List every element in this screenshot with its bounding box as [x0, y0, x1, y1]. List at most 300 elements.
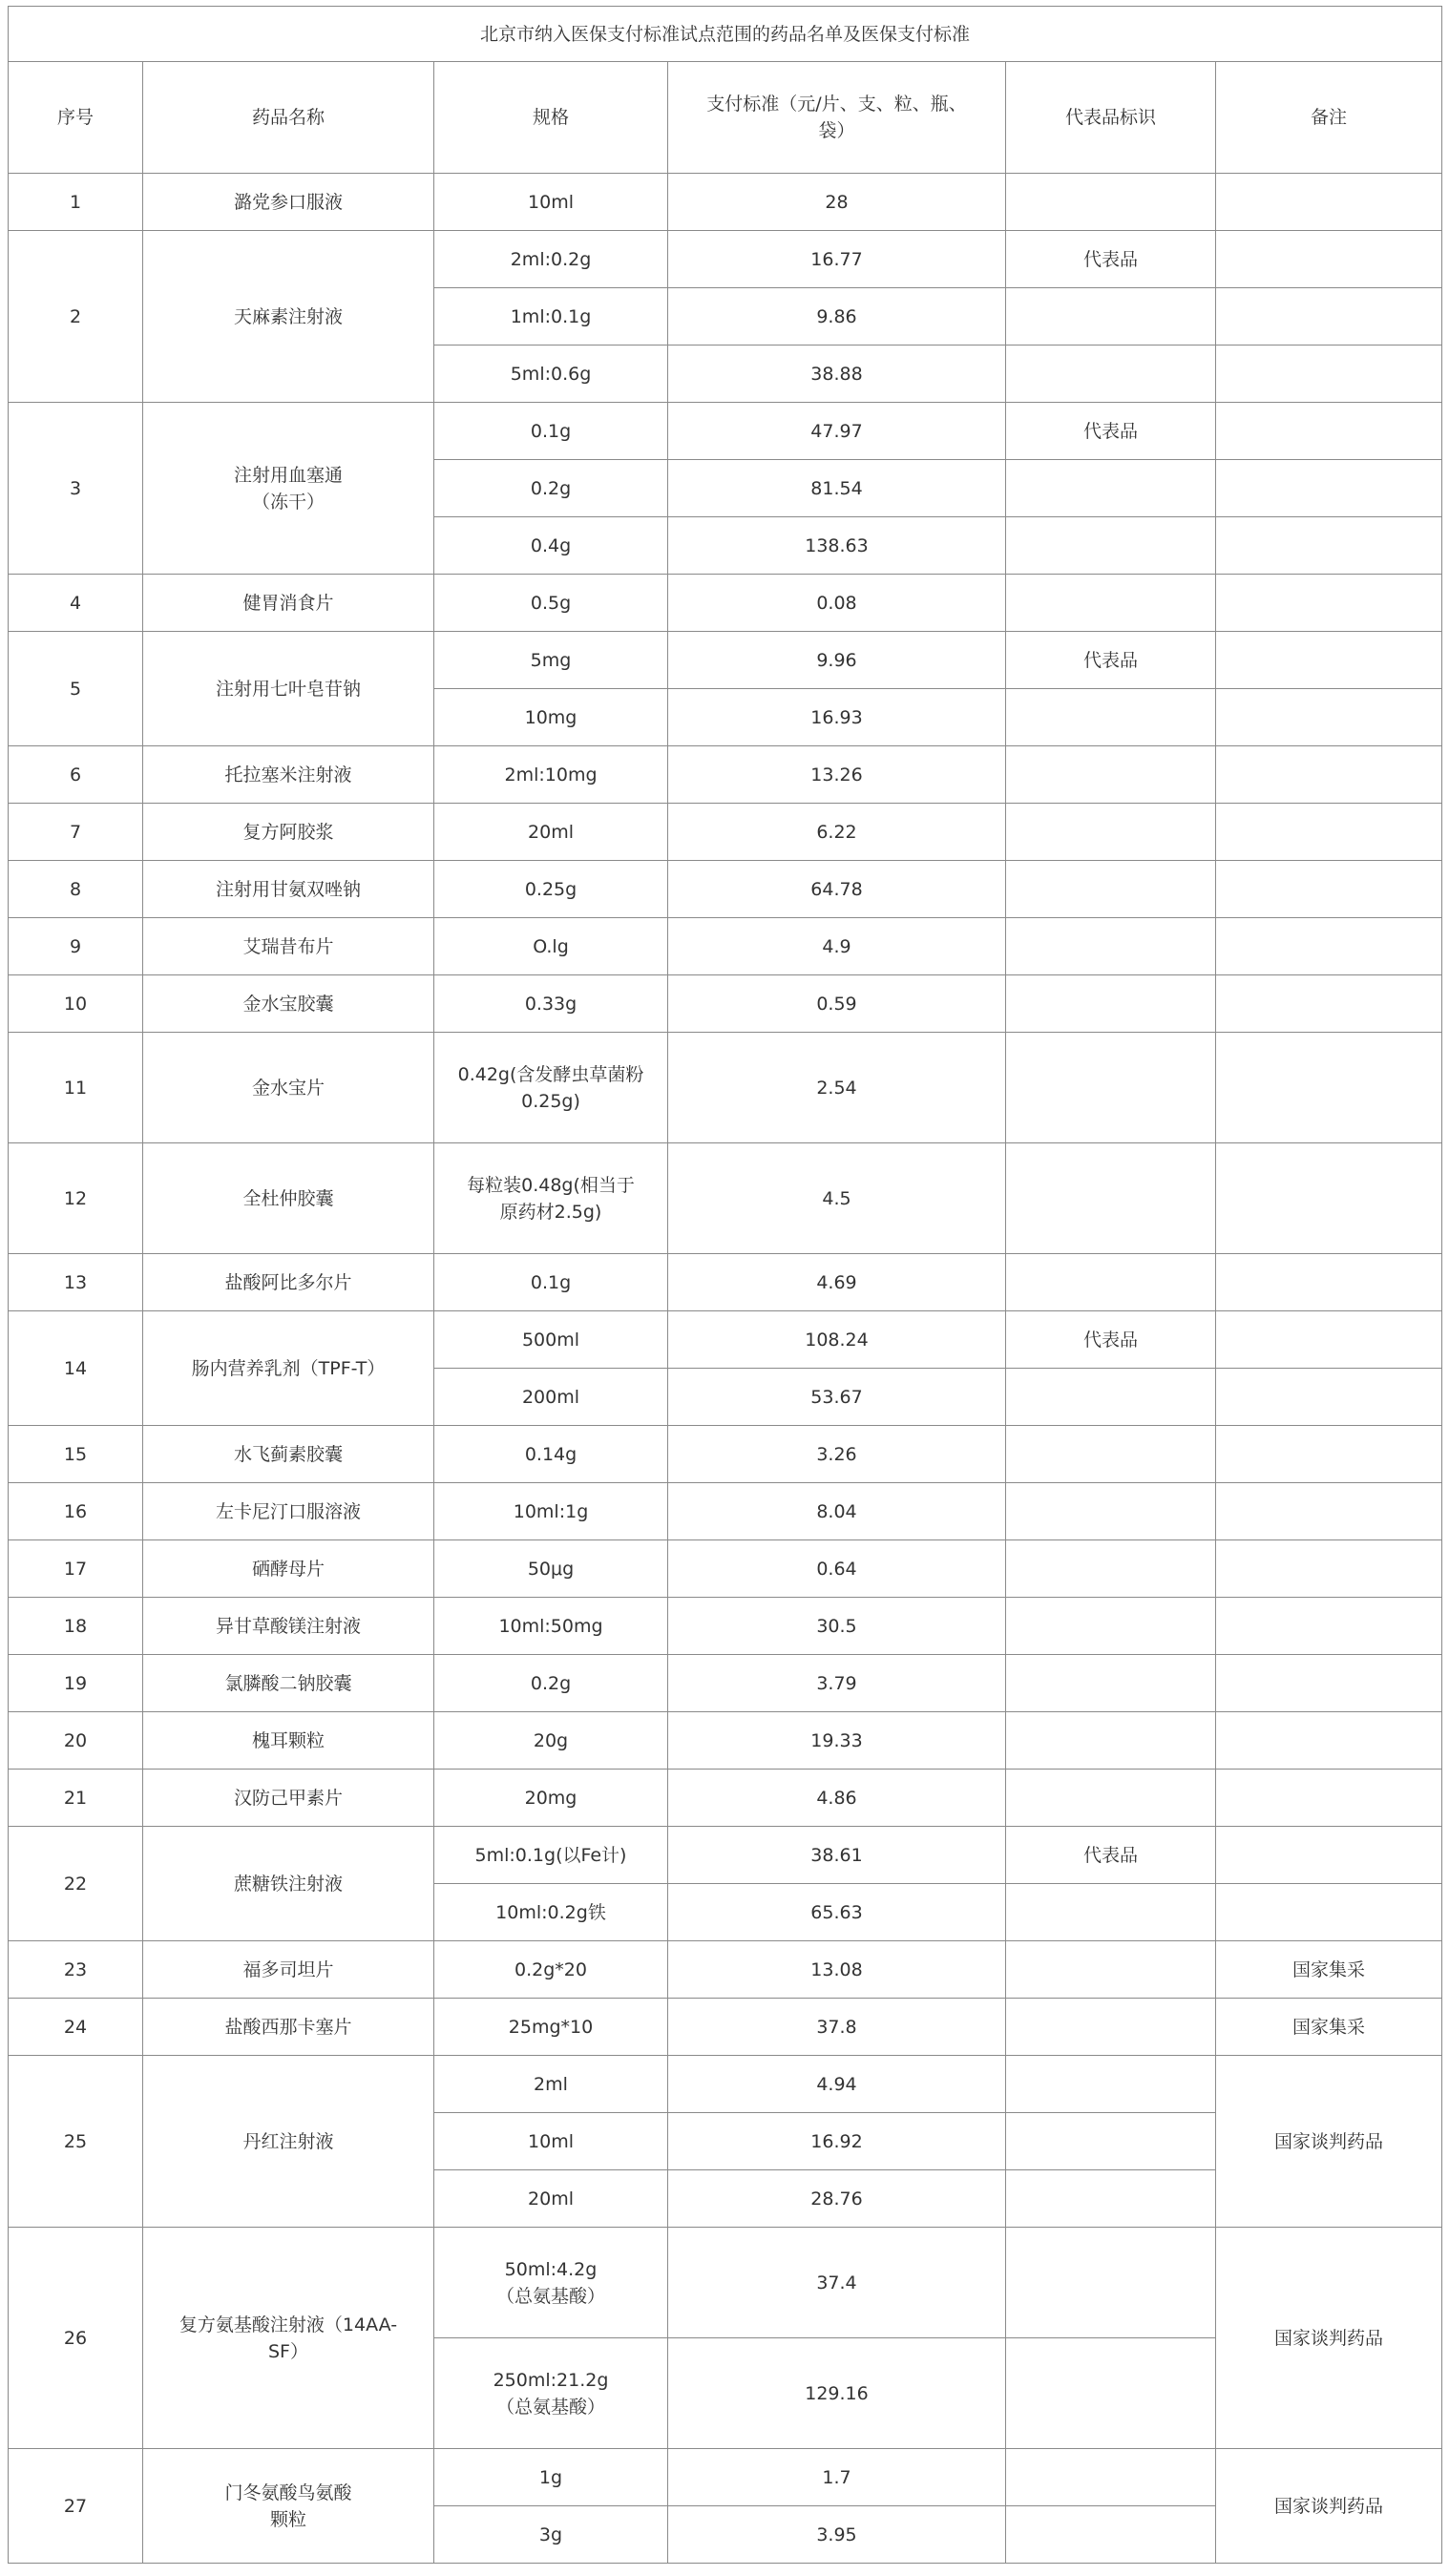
drug-name-line: 肠内营养乳剂（TPF-T）	[191, 1357, 386, 1379]
cell-no: 14	[9, 1311, 143, 1426]
cell-drug-name	[143, 1770, 434, 1827]
cell-spec	[434, 288, 668, 346]
cell-representative	[1006, 174, 1216, 231]
drug-name-line: 注射用七叶皂苷钠	[215, 678, 361, 700]
header-price-line-1: 支付标准（元/片、支、粒、瓶、	[706, 94, 967, 115]
cell-drug-name	[143, 1426, 434, 1483]
cell-note	[1216, 575, 1442, 632]
cell-price: 38.88	[668, 346, 1006, 403]
spec-line: 50μg	[527, 1558, 575, 1580]
spec-line: 25mg*10	[508, 2016, 594, 2038]
cell-no: 7	[9, 804, 143, 861]
cell-no: 18	[9, 1598, 143, 1655]
drug-name-line: 槐耳颗粒	[251, 1729, 325, 1751]
cell-drug-name	[143, 1941, 434, 1999]
cell-representative	[1006, 346, 1216, 403]
header-row	[9, 62, 1442, 174]
cell-price: 28	[668, 174, 1006, 231]
cell-price: 0.64	[668, 1540, 1006, 1598]
spec-line: 20ml	[528, 821, 574, 843]
cell-representative	[1006, 2449, 1216, 2506]
cell-price: 0.08	[668, 575, 1006, 632]
cell-note	[1216, 1426, 1442, 1483]
cell-drug-name	[143, 1712, 434, 1770]
spec-line: 500ml	[521, 1329, 580, 1351]
spec-line: 0.25g	[524, 878, 578, 900]
table-row	[9, 2056, 1442, 2113]
cell-price: 37.8	[668, 1999, 1006, 2056]
header-price-line-2: 袋）	[818, 120, 855, 141]
cell-spec	[434, 1884, 668, 1941]
cell-spec	[434, 1540, 668, 1598]
cell-spec	[434, 2338, 668, 2449]
cell-note: 国家谈判药品	[1216, 2056, 1442, 2228]
spec-line: 1ml:0.1g	[510, 305, 592, 327]
cell-no: 1	[9, 174, 143, 231]
cell-note	[1216, 174, 1442, 231]
cell-note	[1216, 403, 1442, 460]
cell-spec	[434, 975, 668, 1033]
cell-price: 2.54	[668, 1033, 1006, 1143]
cell-spec	[434, 1143, 668, 1254]
cell-no: 25	[9, 2056, 143, 2228]
drug-name-line: 健胃消食片	[242, 592, 334, 614]
cell-note	[1216, 1540, 1442, 1598]
cell-note	[1216, 517, 1442, 575]
cell-spec	[434, 632, 668, 689]
cell-spec	[434, 746, 668, 804]
spec-line: 10ml:50mg	[498, 1615, 603, 1637]
cell-representative	[1006, 517, 1216, 575]
cell-spec	[434, 174, 668, 231]
cell-drug-name	[143, 1999, 434, 2056]
header-note: 备注	[1216, 62, 1442, 174]
cell-no: 8	[9, 861, 143, 918]
drug-name-line: 复方氨基酸注射液（14AA-	[178, 2314, 398, 2335]
cell-price: 28.76	[668, 2170, 1006, 2228]
cell-price: 37.4	[668, 2228, 1006, 2338]
spec-line: 10ml	[528, 2130, 574, 2152]
table-row	[9, 2449, 1442, 2506]
drug-name-line: 汉防己甲素片	[233, 1787, 343, 1809]
cell-drug-name	[143, 2056, 434, 2228]
cell-note	[1216, 918, 1442, 975]
cell-no: 12	[9, 1143, 143, 1254]
cell-no: 16	[9, 1483, 143, 1540]
cell-drug-name	[143, 861, 434, 918]
drug-name-line: 金水宝片	[251, 1077, 325, 1099]
cell-spec	[434, 1033, 668, 1143]
cell-price: 65.63	[668, 1884, 1006, 1941]
cell-no: 3	[9, 403, 143, 575]
cell-drug-name	[143, 975, 434, 1033]
drug-name-line: （冻干）	[251, 491, 325, 513]
cell-spec	[434, 1655, 668, 1712]
cell-spec	[434, 2449, 668, 2506]
cell-note	[1216, 1770, 1442, 1827]
cell-representative	[1006, 1254, 1216, 1311]
spec-line: 3g	[538, 2524, 563, 2545]
spec-line: 5ml:0.6g	[510, 363, 592, 385]
cell-representative: 代表品	[1006, 1311, 1216, 1369]
cell-price: 4.94	[668, 2056, 1006, 2113]
cell-note: 国家集采	[1216, 1999, 1442, 2056]
cell-note: 国家集采	[1216, 1941, 1442, 1999]
drug-name-line: 注射用血塞通	[233, 464, 343, 486]
drug-name-line: 盐酸阿比多尔片	[224, 1271, 352, 1293]
cell-representative	[1006, 1143, 1216, 1254]
cell-price: 13.08	[668, 1941, 1006, 1999]
cell-price: 138.63	[668, 517, 1006, 575]
cell-spec	[434, 231, 668, 288]
table-row	[9, 1540, 1442, 1598]
cell-spec	[434, 1827, 668, 1884]
cell-price: 19.33	[668, 1712, 1006, 1770]
cell-representative	[1006, 2506, 1216, 2564]
table-row	[9, 403, 1442, 460]
cell-representative	[1006, 1941, 1216, 1999]
cell-drug-name	[143, 918, 434, 975]
cell-drug-name	[143, 231, 434, 403]
cell-no: 21	[9, 1770, 143, 1827]
header-no: 序号	[9, 62, 143, 174]
table-row	[9, 918, 1442, 975]
drug-payment-table	[8, 6, 1442, 2564]
header-spec: 规格	[434, 62, 668, 174]
cell-price: 30.5	[668, 1598, 1006, 1655]
cell-representative: 代表品	[1006, 632, 1216, 689]
cell-note	[1216, 861, 1442, 918]
spec-line: 0.33g	[524, 993, 578, 1015]
drug-name-line: 硒酵母片	[251, 1558, 325, 1580]
cell-note	[1216, 1254, 1442, 1311]
cell-note	[1216, 689, 1442, 746]
cell-spec	[434, 346, 668, 403]
drug-name-line: 异甘草酸镁注射液	[215, 1615, 361, 1637]
spec-line: 0.2g	[530, 1672, 572, 1694]
spec-line: 5ml:0.1g(以Fe计)	[474, 1844, 627, 1866]
cell-spec	[434, 1712, 668, 1770]
cell-representative	[1006, 1655, 1216, 1712]
cell-drug-name	[143, 1827, 434, 1941]
cell-representative: 代表品	[1006, 403, 1216, 460]
cell-note	[1216, 746, 1442, 804]
table-row	[9, 1598, 1442, 1655]
cell-representative: 代表品	[1006, 1827, 1216, 1884]
cell-no: 17	[9, 1540, 143, 1598]
cell-spec	[434, 575, 668, 632]
spec-line: 250ml:21.2g	[493, 2369, 609, 2391]
table-row	[9, 174, 1442, 231]
cell-price: 16.93	[668, 689, 1006, 746]
cell-note	[1216, 1598, 1442, 1655]
cell-representative	[1006, 460, 1216, 517]
table-row	[9, 1827, 1442, 1884]
cell-drug-name	[143, 1311, 434, 1426]
cell-no: 19	[9, 1655, 143, 1712]
table-row	[9, 2228, 1442, 2338]
cell-drug-name	[143, 632, 434, 746]
spec-line: 10ml	[528, 191, 574, 213]
cell-price: 4.86	[668, 1770, 1006, 1827]
cell-representative	[1006, 1712, 1216, 1770]
cell-note	[1216, 1827, 1442, 1884]
drug-list-document	[8, 6, 1442, 2564]
cell-price: 4.5	[668, 1143, 1006, 1254]
cell-representative	[1006, 288, 1216, 346]
drug-name-line: 金水宝胶囊	[242, 993, 334, 1015]
cell-spec	[434, 1770, 668, 1827]
cell-note	[1216, 804, 1442, 861]
table-row	[9, 861, 1442, 918]
drug-name-line: 复方阿胶浆	[242, 821, 334, 843]
cell-note	[1216, 1311, 1442, 1369]
table-row	[9, 1143, 1442, 1254]
cell-note	[1216, 1369, 1442, 1426]
spec-line: 20g	[533, 1729, 569, 1751]
cell-note	[1216, 346, 1442, 403]
spec-line: 0.2g	[530, 477, 572, 499]
spec-line: 20mg	[524, 1787, 578, 1809]
cell-no: 9	[9, 918, 143, 975]
cell-representative	[1006, 746, 1216, 804]
cell-drug-name	[143, 2228, 434, 2449]
cell-note: 国家谈判药品	[1216, 2449, 1442, 2564]
spec-line: 20ml	[528, 2188, 574, 2209]
cell-price: 81.54	[668, 460, 1006, 517]
cell-representative	[1006, 575, 1216, 632]
cell-note	[1216, 1655, 1442, 1712]
cell-drug-name	[143, 575, 434, 632]
table-row	[9, 804, 1442, 861]
spec-line: 每粒装0.48g(相当于	[467, 1174, 635, 1196]
cell-representative	[1006, 1033, 1216, 1143]
cell-price: 13.26	[668, 746, 1006, 804]
cell-spec	[434, 460, 668, 517]
table-row	[9, 1655, 1442, 1712]
table-row	[9, 1941, 1442, 1999]
table-row	[9, 1254, 1442, 1311]
spec-line: （总氨基酸）	[495, 2396, 605, 2418]
cell-price: 64.78	[668, 861, 1006, 918]
cell-no: 27	[9, 2449, 143, 2564]
table-row	[9, 746, 1442, 804]
cell-representative	[1006, 2056, 1216, 2113]
spec-line: 10mg	[524, 706, 578, 728]
cell-spec	[434, 2056, 668, 2113]
cell-price: 4.9	[668, 918, 1006, 975]
spec-line: 0.2g*20	[514, 1958, 587, 1980]
header-name: 药品名称	[143, 62, 434, 174]
cell-note	[1216, 1483, 1442, 1540]
drug-name-line: 天麻素注射液	[233, 305, 343, 327]
cell-drug-name	[143, 1254, 434, 1311]
cell-representative	[1006, 804, 1216, 861]
spec-line: 2ml	[534, 2073, 568, 2095]
table-row	[9, 1311, 1442, 1369]
cell-no: 2	[9, 231, 143, 403]
cell-note	[1216, 1712, 1442, 1770]
cell-spec	[434, 1254, 668, 1311]
cell-note	[1216, 1033, 1442, 1143]
cell-price: 4.69	[668, 1254, 1006, 1311]
table-row	[9, 1770, 1442, 1827]
spec-line: 50ml:4.2g	[504, 2258, 598, 2280]
cell-spec	[434, 1426, 668, 1483]
cell-no: 26	[9, 2228, 143, 2449]
table-row	[9, 632, 1442, 689]
table-row	[9, 575, 1442, 632]
header-price	[668, 62, 1006, 174]
cell-no: 10	[9, 975, 143, 1033]
drug-name-line: 氯膦酸二钠胶囊	[224, 1672, 352, 1694]
cell-representative	[1006, 2170, 1216, 2228]
cell-representative	[1006, 861, 1216, 918]
spec-line: 0.1g	[530, 420, 572, 442]
cell-price: 3.95	[668, 2506, 1006, 2564]
cell-price: 3.79	[668, 1655, 1006, 1712]
drug-name-line: 门冬氨酸鸟氨酸	[224, 2482, 352, 2503]
table-row	[9, 975, 1442, 1033]
cell-spec	[434, 2113, 668, 2170]
cell-spec	[434, 804, 668, 861]
table-row	[9, 1712, 1442, 1770]
cell-representative	[1006, 1884, 1216, 1941]
cell-price: 53.67	[668, 1369, 1006, 1426]
cell-note	[1216, 1143, 1442, 1254]
cell-spec	[434, 1483, 668, 1540]
cell-drug-name	[143, 1143, 434, 1254]
spec-line: O.lg	[533, 935, 569, 957]
cell-price: 16.92	[668, 2113, 1006, 2170]
table-row	[9, 1426, 1442, 1483]
cell-price: 9.96	[668, 632, 1006, 689]
spec-line: 0.25g)	[521, 1090, 580, 1112]
table-row	[9, 231, 1442, 288]
cell-no: 23	[9, 1941, 143, 1999]
drug-name-line: 颗粒	[269, 2508, 306, 2530]
cell-drug-name	[143, 1598, 434, 1655]
spec-line: 10ml:0.2g铁	[495, 1901, 606, 1923]
table-row	[9, 1033, 1442, 1143]
cell-no: 6	[9, 746, 143, 804]
spec-line: 2ml:10mg	[504, 764, 598, 785]
cell-representative	[1006, 918, 1216, 975]
cell-drug-name	[143, 804, 434, 861]
spec-line: 5mg	[530, 649, 572, 671]
cell-drug-name	[143, 1655, 434, 1712]
table-title-row	[9, 7, 1442, 62]
spec-line: 0.14g	[524, 1443, 578, 1465]
cell-drug-name	[143, 1540, 434, 1598]
drug-name-line: 左卡尼汀口服溶液	[215, 1500, 361, 1522]
cell-spec	[434, 1369, 668, 1426]
cell-representative	[1006, 1770, 1216, 1827]
cell-no: 5	[9, 632, 143, 746]
cell-price: 1.7	[668, 2449, 1006, 2506]
spec-line: 200ml	[521, 1386, 580, 1408]
table-row	[9, 1999, 1442, 2056]
drug-name-line: 托拉塞米注射液	[224, 764, 352, 785]
cell-spec	[434, 918, 668, 975]
cell-representative	[1006, 1598, 1216, 1655]
cell-price: 47.97	[668, 403, 1006, 460]
cell-representative	[1006, 1483, 1216, 1540]
spec-line: 原药材2.5g)	[499, 1201, 602, 1223]
cell-drug-name	[143, 403, 434, 575]
cell-no: 20	[9, 1712, 143, 1770]
spec-line: 0.1g	[530, 1271, 572, 1293]
cell-spec	[434, 861, 668, 918]
spec-line: 1g	[538, 2466, 563, 2488]
cell-price: 16.77	[668, 231, 1006, 288]
cell-representative	[1006, 689, 1216, 746]
cell-price: 129.16	[668, 2338, 1006, 2449]
spec-line: 0.42g(含发酵虫草菌粉	[457, 1063, 644, 1085]
cell-note	[1216, 975, 1442, 1033]
cell-no: 22	[9, 1827, 143, 1941]
cell-representative	[1006, 2228, 1216, 2338]
cell-price: 38.61	[668, 1827, 1006, 1884]
drug-name-line: 水飞蓟素胶囊	[233, 1443, 343, 1465]
spec-line: （总氨基酸）	[495, 2285, 605, 2307]
cell-note	[1216, 1884, 1442, 1941]
drug-name-line: SF）	[268, 2340, 308, 2362]
cell-note	[1216, 288, 1442, 346]
cell-spec	[434, 403, 668, 460]
header-representative: 代表品标识	[1006, 62, 1216, 174]
cell-representative	[1006, 2113, 1216, 2170]
drug-name-line: 盐酸西那卡塞片	[224, 2016, 352, 2038]
cell-representative	[1006, 975, 1216, 1033]
cell-representative	[1006, 1369, 1216, 1426]
cell-representative	[1006, 1999, 1216, 2056]
cell-price: 108.24	[668, 1311, 1006, 1369]
cell-drug-name	[143, 174, 434, 231]
cell-no: 4	[9, 575, 143, 632]
cell-price: 0.59	[668, 975, 1006, 1033]
drug-name-line: 蔗糖铁注射液	[233, 1873, 343, 1895]
cell-spec	[434, 2506, 668, 2564]
drug-name-line: 注射用甘氨双唑钠	[215, 878, 361, 900]
cell-no: 24	[9, 1999, 143, 2056]
cell-price: 6.22	[668, 804, 1006, 861]
cell-spec	[434, 1598, 668, 1655]
drug-name-line: 福多司坦片	[242, 1958, 334, 1980]
cell-drug-name	[143, 746, 434, 804]
cell-no: 15	[9, 1426, 143, 1483]
cell-spec	[434, 1999, 668, 2056]
cell-representative	[1006, 1540, 1216, 1598]
cell-drug-name	[143, 2449, 434, 2564]
table-title: 北京市纳入医保支付标准试点范围的药品名单及医保支付标准	[9, 7, 1442, 62]
cell-spec	[434, 1941, 668, 1999]
cell-no: 11	[9, 1033, 143, 1143]
cell-note	[1216, 231, 1442, 288]
table-row	[9, 1483, 1442, 1540]
cell-representative: 代表品	[1006, 231, 1216, 288]
drug-name-line: 艾瑞昔布片	[242, 935, 334, 957]
spec-line: 2ml:0.2g	[510, 248, 592, 270]
cell-price: 8.04	[668, 1483, 1006, 1540]
cell-note	[1216, 632, 1442, 689]
drug-name-line: 潞党参口服液	[233, 191, 343, 213]
spec-line: 0.4g	[530, 534, 572, 556]
cell-price: 9.86	[668, 288, 1006, 346]
cell-drug-name	[143, 1033, 434, 1143]
spec-line: 0.5g	[530, 592, 572, 614]
cell-drug-name	[143, 1483, 434, 1540]
